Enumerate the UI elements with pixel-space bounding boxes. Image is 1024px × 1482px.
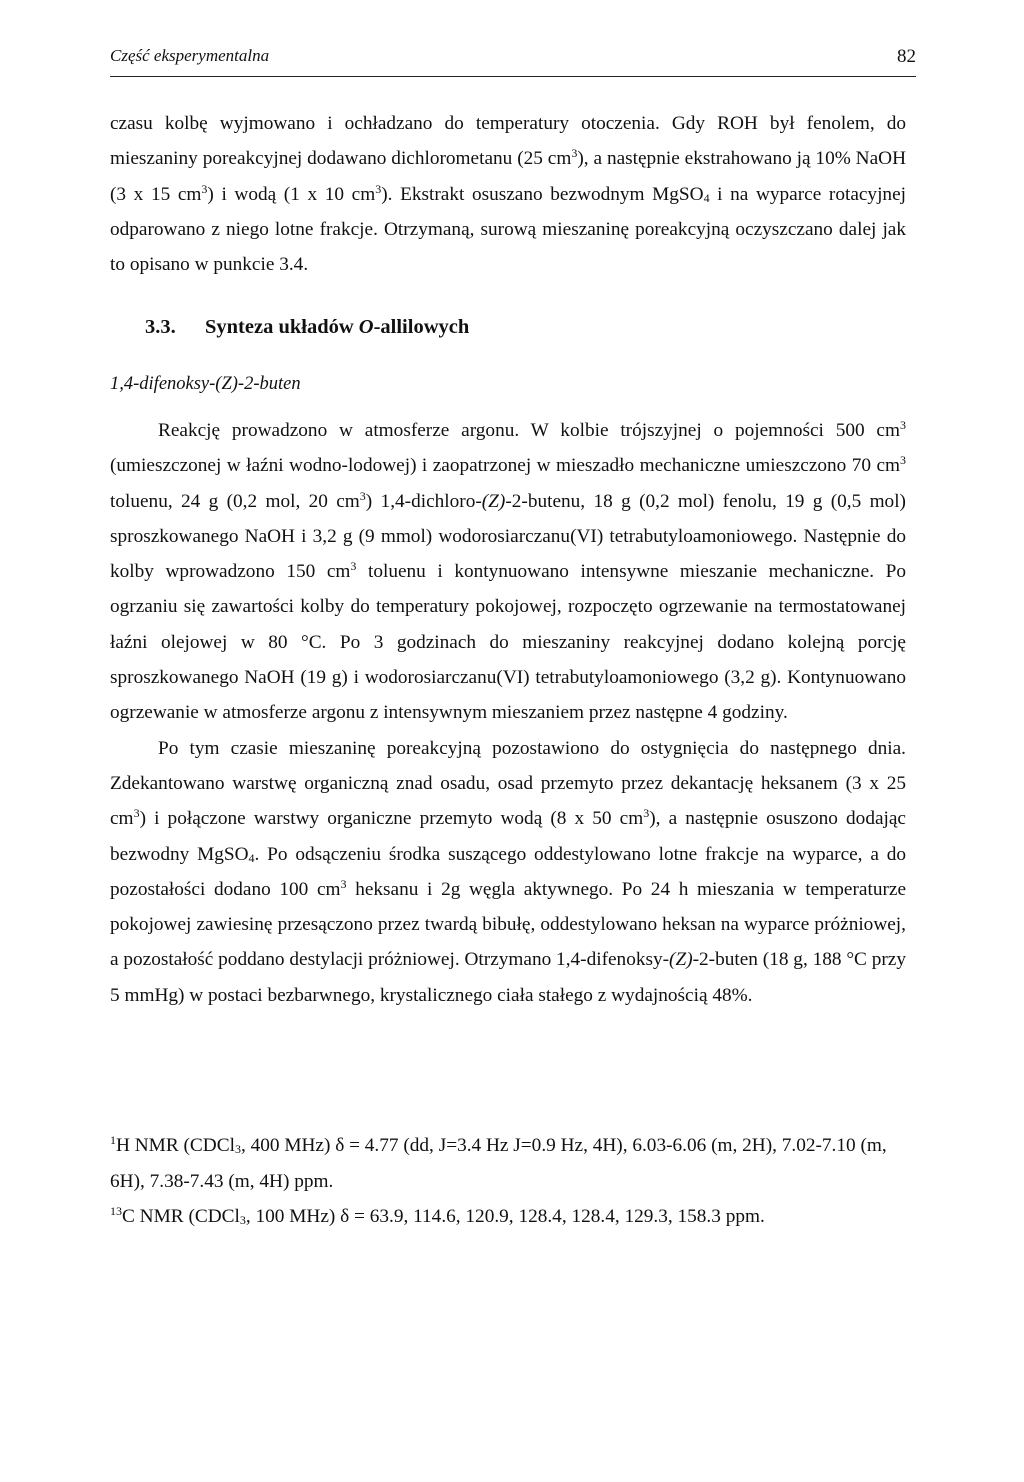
nmr-data-block <box>110 1128 906 1235</box>
text-run: Po tym czasie mieszaninę poreakcyjną pozostawiono do ostygnięcia do następnego dnia. Zdekantowano warstwę organiczną znad osadu, osad przemyto przez dekantację heksanem (3 x 25 cm <box>110 737 906 830</box>
superscript: 3 <box>900 453 906 468</box>
page-header <box>110 44 916 77</box>
superscript: 3 <box>133 806 140 821</box>
superscript: 3 <box>643 806 650 821</box>
text-run: Reakcję prowadzono w atmosferze argonu. W kolbie trójszyjnej o pojemności 500 cm <box>158 420 900 441</box>
text-run: ) i wodą (1 x 10 cm <box>207 183 376 205</box>
h-nmr-line <box>110 1128 906 1199</box>
c-nmr-line <box>110 1199 906 1235</box>
superscript: 3 <box>375 181 382 196</box>
page-number: 82 <box>897 46 916 67</box>
running-title: Część eksperymentalna <box>110 46 270 65</box>
procedure-block <box>110 413 906 1013</box>
superscript: 3 <box>359 488 366 503</box>
superscript: 3 <box>201 181 208 196</box>
superscript: 3 <box>340 876 347 891</box>
compound-name: 1,4-difenoksy-(Z)-2-buten <box>110 374 301 394</box>
procedure-paragraph-2 <box>110 731 906 1013</box>
superscript: 3 <box>571 146 578 161</box>
section-title-text: -allilowych <box>373 316 470 338</box>
text-run: -2-butenu, 18 g (0,2 mol) fenolu, 19 g (0,5 mol) sproszkowanego NaOH i 3,2 g (9 mmol) wodorosiarczanu(VI) tetrabutyloamoniowego. Następnie do kolby wprowadzono 150 cm <box>110 490 906 583</box>
section-number: 3.3. <box>145 316 176 338</box>
section-heading <box>145 316 469 339</box>
isotope-superscript: 13 <box>110 1203 122 1218</box>
isotope-superscript: 1 <box>110 1132 116 1147</box>
text-run: ). Ekstrakt osuszano bezwodnym MgSO <box>381 183 704 205</box>
section-title-text: Synteza układów <box>205 316 359 338</box>
text-run: (umieszczonej w łaźni wodno-lodowej) i zaopatrzonej w mieszadło mechaniczne umieszczono 70 cm <box>110 455 900 477</box>
text-run: . Po odsączeniu środka suszącego oddestylowano lotne frakcje na wyparce, a do pozostałości dodano 100 cm <box>110 843 906 900</box>
text-run: (CDCl <box>178 1135 235 1156</box>
text-run: (CDCl <box>183 1206 240 1227</box>
italic-run: (Z) <box>481 490 506 512</box>
intro-paragraph <box>110 106 906 282</box>
superscript: 3 <box>900 417 906 432</box>
subscript: 4 <box>248 850 255 865</box>
text-run: i na wyparce rotacyjnej odparowano z niego lotne frakcje. Otrzymaną, surową mieszaninę poreakcyjną oczyszczano dalej jak to opisano w punkcie 3.4. <box>110 183 906 276</box>
nmr-label: H NMR <box>116 1135 179 1156</box>
text-run: ), a następnie ekstrahowano ją 10% NaOH (3 x 15 cm <box>110 148 906 205</box>
text-run: czasu kolbę wyjmowano i ochładzano do temperatury otoczenia. Gdy ROH był fenolem, do mieszaniny poreakcyjnej dodawano dichlorometanu (25 cm <box>110 113 906 170</box>
subscript: 3 <box>234 1141 241 1156</box>
text-run: ) i połączone warstwy organiczne przemyto wodą (8 x 50 cm <box>139 808 644 830</box>
text-run: toluenu i kontynuowano intensywne mieszanie mechaniczne. Po ogrzaniu się zawartości kolby do temperatury pokojowej, rozpoczęto ogrzewanie na termostatowanej łaźni olejowej w 80 °C. Po 3 godzinach do mieszaniny reakcyjnej dodano kolejną porcję sproszkowanego NaOH (19 g) i wodorosiarczanu(VI) tetrabutyloamoniowego (3,2 g). Kontynuowano ogrzewanie w atmosferze argonu z intensywnym mieszaniem przez następne 4 godziny. <box>110 561 906 724</box>
text-run: -2-buten (18 g, 188 °C przy 5 mmHg) w postaci bezbarwnego, krystalicznego ciała stałego z wydajnością 48%. <box>110 949 906 1006</box>
subscript: 3 <box>239 1212 246 1227</box>
superscript: 3 <box>350 559 357 573</box>
text-run: toluenu, 24 g (0,2 mol, 20 cm <box>110 490 360 512</box>
section-title-italic: O <box>358 316 374 338</box>
intro-paragraph-block <box>110 106 906 282</box>
procedure-paragraph-1 <box>110 413 906 731</box>
text-run: , 400 MHz) δ = 4.77 (dd, J=3.4 Hz J=0.9 Hz, 4H), 6.03-6.06 (m, 2H), 7.02-7.10 (m, 6H), 7.38-7.43 (m, 4H) ppm. <box>110 1135 887 1192</box>
nmr-label: C NMR <box>122 1206 184 1227</box>
text-run: , 100 MHz) δ = 63.9, 114.6, 120.9, 128.4, 128.4, 129.3, 158.3 ppm. <box>245 1206 765 1227</box>
italic-run: (Z) <box>669 949 693 971</box>
text-run: ) 1,4-dichloro- <box>365 490 482 512</box>
subscript: 4 <box>703 190 710 205</box>
text-run: heksanu i 2g węgla aktywnego. Po 24 h mieszania w temperaturze pokojowej zawiesinę przesączono przez twardą bibułę, oddestylowano heksan na wyparce próżniowej, a pozostałość poddano destylacji próżniowej. Otrzymano 1,4-difenoksy- <box>110 878 907 971</box>
text-run: ), a następnie osuszono dodając bezwodny MgSO <box>110 808 906 865</box>
